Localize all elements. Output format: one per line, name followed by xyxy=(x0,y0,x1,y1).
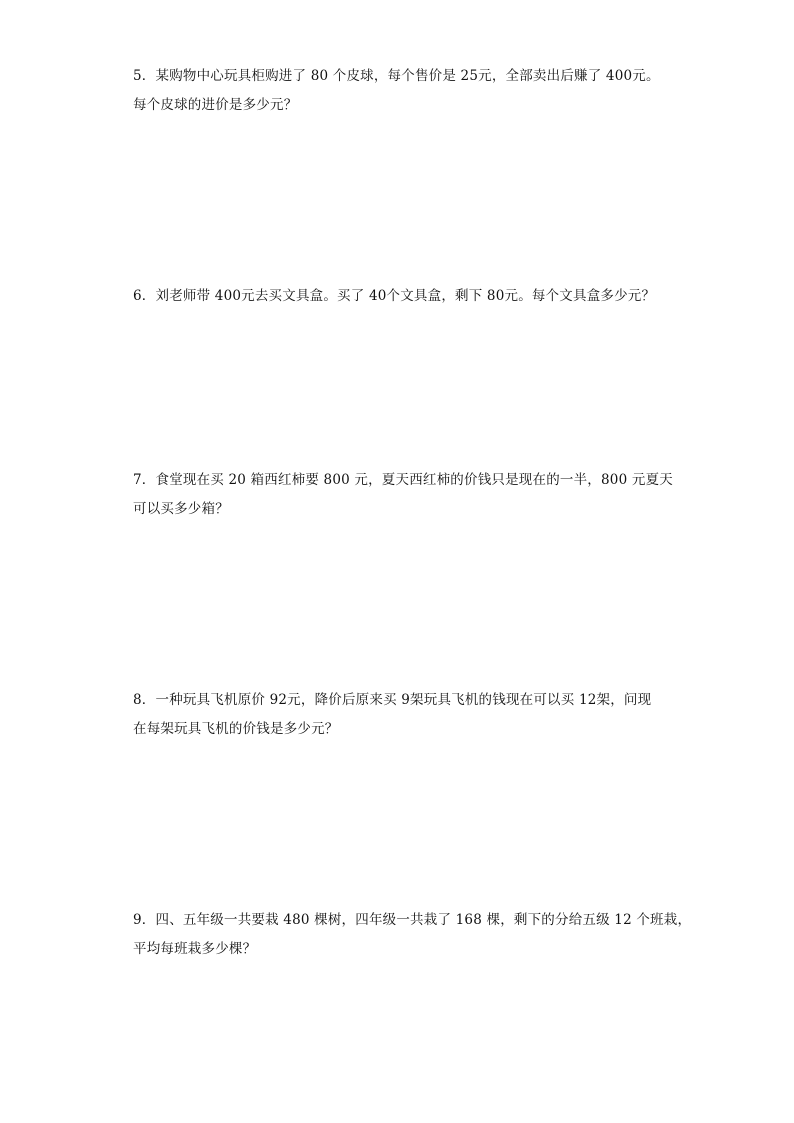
problem-5 xyxy=(133,62,673,120)
problem-5-line-1 xyxy=(133,62,673,91)
problem-5-number: 5． xyxy=(133,68,156,84)
problem-5-text-1: 某购物中心玩具柜购进了 80 个皮球，每个售价是 25元，全部卖出后赚了 400元。 xyxy=(155,68,660,84)
problem-7 xyxy=(133,466,673,524)
problem-7-number: 7． xyxy=(133,472,156,488)
problem-5-line-2: 每个皮球的进价是多少元？ xyxy=(133,97,298,113)
problem-6-text-1: 刘老师带 400元去买文具盒。买了 40个文具盒，剩下 80元。每个文具盒多少元？ xyxy=(155,288,656,304)
problem-9-line-1 xyxy=(133,906,692,935)
problem-8-line-1 xyxy=(133,686,673,715)
problem-7-text-1: 食堂现在买 20 箱西红柿要 800 元，夏天西红柿的价钱只是现在的一半，800 元夏天 xyxy=(155,472,673,488)
problem-6-line-1 xyxy=(133,282,673,311)
problem-8-line-2: 在每架玩具飞机的价钱是多少元？ xyxy=(133,721,339,737)
problem-8-text-1: 一种玩具飞机原价 92元，降价后原来买 9架玩具飞机的钱现在可以买 12架，问现 xyxy=(155,692,652,708)
problem-7-line-1 xyxy=(133,466,673,495)
problem-6-number: 6． xyxy=(133,288,156,304)
problem-8-number: 8． xyxy=(133,692,156,708)
problem-6 xyxy=(133,282,673,311)
problem-7-line-2: 可以买多少箱？ xyxy=(133,501,229,517)
problem-9-line-2: 平均每班栽多少棵？ xyxy=(133,941,257,957)
problem-8 xyxy=(133,686,673,744)
problem-9-text-1: 四、五年级一共要栽 480 棵树，四年级一共栽了 168 棵，剩下的分给五级 12 个班栽， xyxy=(155,912,692,928)
problem-9-number: 9． xyxy=(133,912,156,928)
problem-9 xyxy=(133,906,692,964)
